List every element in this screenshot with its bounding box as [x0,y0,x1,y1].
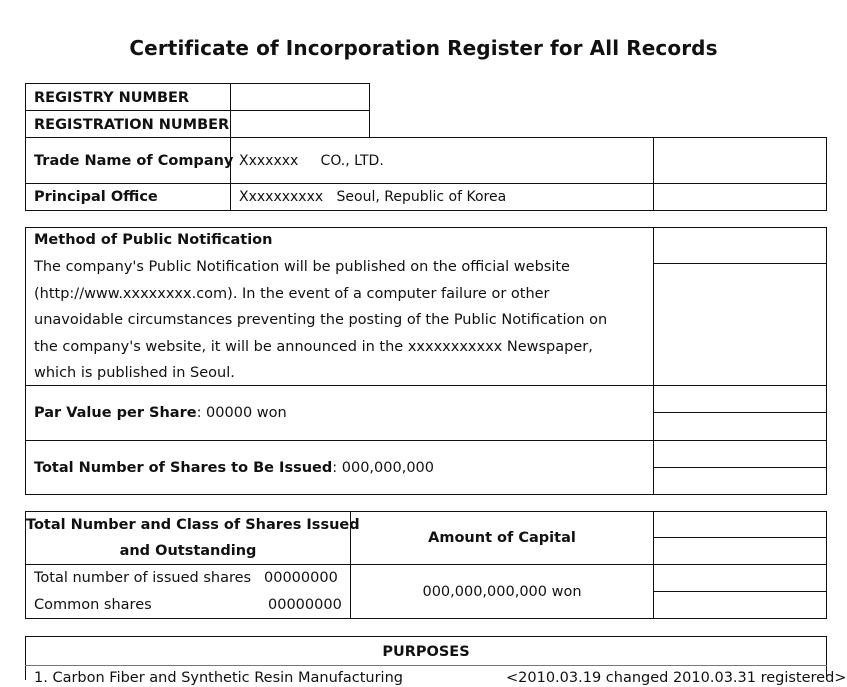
divider [25,440,827,441]
divider [653,537,827,538]
divider [653,227,654,495]
common-shares-label: Common shares [34,597,152,613]
divider [230,83,231,138]
issued-shares-label: Total number of issued shares [34,570,252,586]
divider [653,467,827,468]
principal-office-value: Xxxxxxxxxx Seoul, Republic of Korea [239,189,507,205]
divider [653,137,654,211]
common-shares-value: 00000000 [268,597,342,613]
public-notification-text: The company's Public Notification will be published on the official website (http://www.xxxxxxxx.com). In the event of a computer failure or other unavoidable circumstances preventing the posting of the Public Notification on the company's website, it will be announced in the xxxxxxxxxxx Newspaper, which is published in Seoul. [34,259,608,381]
divider [653,591,827,592]
registry-number-label: REGISTRY NUMBER [34,90,190,106]
divider [25,636,827,637]
divider [25,183,827,184]
page-title: Certificate of Incorporation Register for All Records [129,36,718,60]
total-shares-row [34,459,434,477]
principal-office-label: Principal Office [34,189,158,205]
registration-number-label: REGISTRATION NUMBER [34,117,230,133]
divider [653,263,827,264]
purpose-item-note: <2010.03.19 changed 2010.03.31 registered> [506,670,847,686]
shares-header-line1: Total Number and Class of Shares Issued [26,517,360,533]
capital-value: 000,000,000,000 won [422,584,582,600]
divider [25,665,827,666]
par-value-row [34,404,287,422]
issued-shares-value: 00000000 [264,570,338,586]
divider [230,137,231,211]
public-notification-label: Method of Public Notification [34,232,273,248]
capital-header: Amount of Capital [428,530,576,546]
purpose-item: 1. Carbon Fiber and Synthetic Resin Manufacturing [34,670,403,686]
divider [653,412,827,413]
par-value-label: Par Value per Share [34,405,197,421]
trade-name-value: Xxxxxxx CO., LTD. [239,153,384,169]
divider [653,511,654,619]
par-value-value: : 00000 won [196,405,287,421]
purposes-header: PURPOSES [382,644,470,660]
trade-name-label: Trade Name of Company [34,153,234,169]
total-shares-label: Total Number of Shares to Be Issued [34,460,333,476]
divider [25,110,370,111]
total-shares-value: : 000,000,000 [332,460,434,476]
divider [25,564,827,565]
shares-header-line2: and Outstanding [119,543,257,559]
